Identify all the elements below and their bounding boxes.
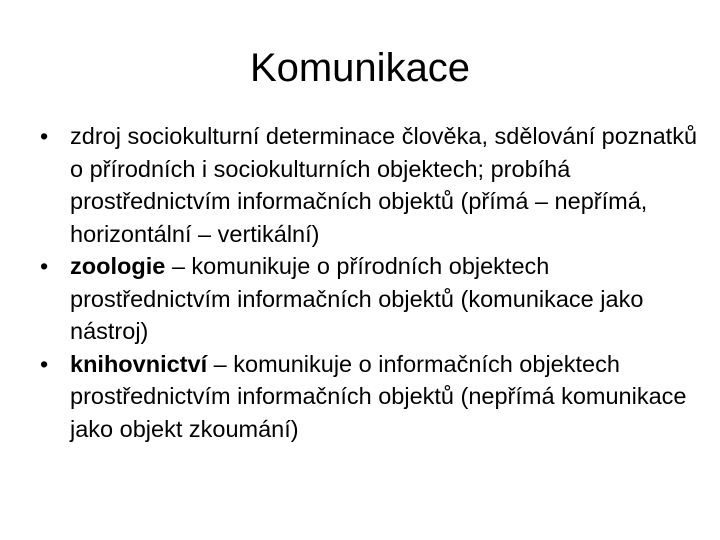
bullet-term: knihovnictví [70,350,208,377]
bullet-item-determinace [40,120,700,250]
bullet-dot-icon: • [40,350,49,377]
bullet-item-zoologie [40,250,700,348]
bullet-text: – komunikuje o informačních objektech prostřednictvím informačních objektů (nepřímá komunikace jako objekt zkoumání) [70,350,687,442]
bullet-term: zoologie [70,253,166,279]
bullet-dot-icon: • [40,253,49,279]
slide-title: Komunikace [249,46,471,90]
bullet-text: – komunikuje o přírodních objektech prostřednictvím informačních objektů (komunikace jako nástroj) [70,253,644,344]
bullet-item-knihovnictvi [40,348,700,446]
bullet-list [40,120,700,445]
bullet-dot-icon: • [40,123,49,149]
bullet-text: zdroj sociokulturní determinace člověka, sdělování poznatků o přírodních i sociokulturních objektech; probíhá prostřednictvím informačních objektů (přímá – nepřímá, horizontální – vertikální) [70,123,698,247]
